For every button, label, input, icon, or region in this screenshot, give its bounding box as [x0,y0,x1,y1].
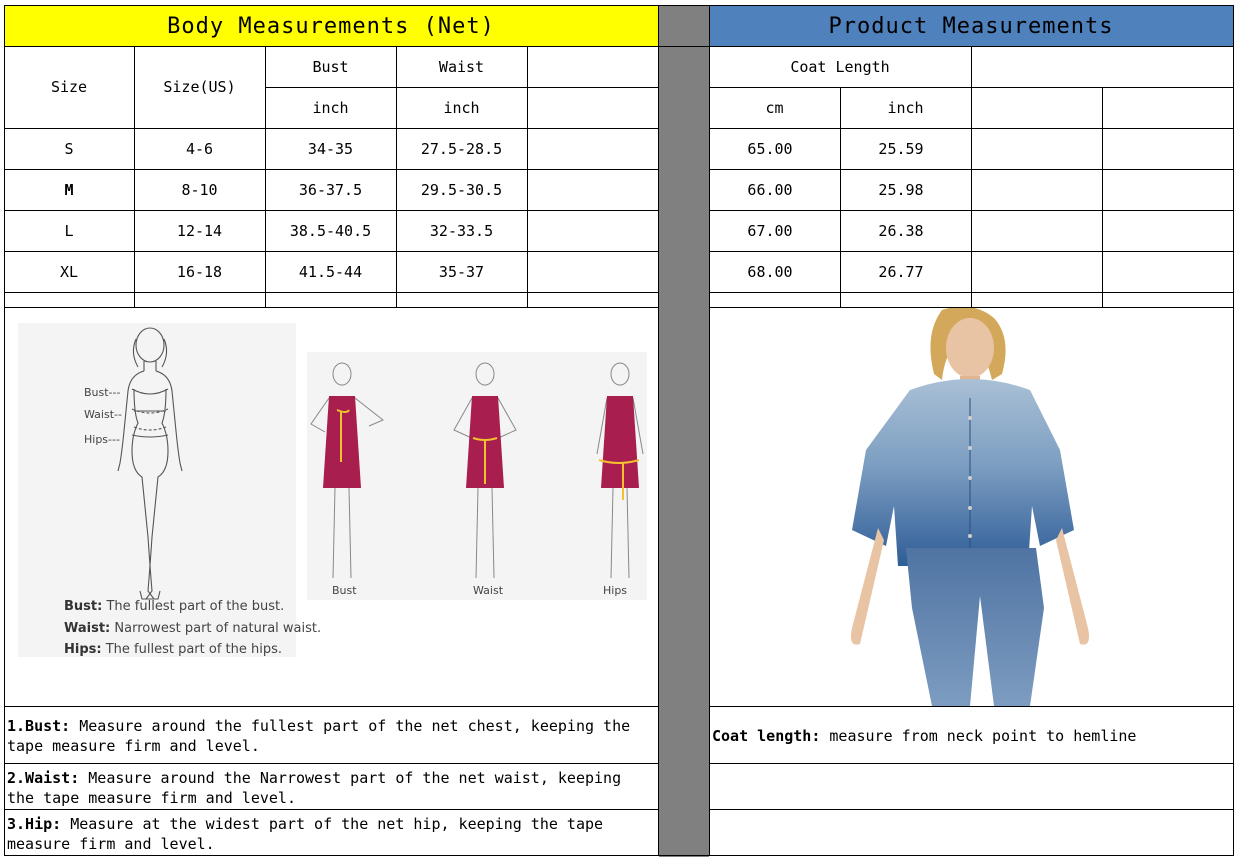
cell-bust: 34-35 [307,139,354,158]
cell-coat-inch: 26.77 [878,262,924,281]
gray-divider-column [659,5,709,857]
unit-inch: inch [887,98,924,117]
cell-coat-inch: 25.98 [878,180,924,199]
unit-cm: cm [765,98,784,117]
cell-coat-cm: 67.00 [747,221,793,240]
legend-bust: Bust: The fullest part of the bust. [64,599,285,614]
caption-hips: Hips [603,584,628,597]
cell-waist: 27.5-28.5 [420,139,503,158]
cell-size: S [64,139,74,158]
cell-size-us: 8-10 [181,180,218,199]
cell-waist: 29.5-30.5 [420,180,503,199]
note-coat-length: Coat length: measure from neck point to hemline [712,727,1137,745]
label-waist: Waist-- [84,408,122,421]
header-size: Size [50,78,88,96]
body-measurements-title: Body Measurements (Net) [4,6,658,46]
legend-hips: Hips: The fullest part of the hips. [64,642,282,657]
product-measurements-title: Product Measurements [709,6,1233,46]
header-bust: Bust [312,57,349,76]
cell-size: XL [59,262,79,281]
cell-waist: 35-37 [438,262,485,281]
model-denim-shirt-image [710,308,1233,706]
header-waist: Waist [438,57,485,76]
cell-size-us: 12-14 [176,221,223,240]
header-coat-length: Coat Length [790,57,890,76]
legend-waist: Waist: Narrowest part of natural waist. [64,621,322,636]
cell-size: M [64,180,74,199]
caption-bust: Bust [332,584,357,597]
cell-waist: 32-33.5 [429,221,494,240]
cell-coat-cm: 65.00 [747,139,793,158]
unit-bust: inch [312,98,349,117]
cell-size-us: 16-18 [176,262,223,281]
dress-models-figure [307,352,647,600]
dress-models-panel [307,352,647,600]
body-diagram-panel [18,323,322,657]
cell-size: L [64,221,74,240]
label-hips: Hips--- [84,433,120,446]
note-hip: 3.Hip: Measure at the widest part of the net hip, keeping the tape measure firm and level. [7,815,604,853]
cell-coat-inch: 26.38 [878,221,924,240]
cell-bust: 36-37.5 [298,180,363,199]
caption-waist: Waist [473,584,504,597]
cell-bust: 41.5-44 [298,262,363,281]
cell-bust: 38.5-40.5 [289,221,372,240]
unit-waist: inch [443,98,480,117]
product-photo [710,308,1233,706]
cell-coat-cm: 66.00 [747,180,793,199]
cell-size-us: 4-6 [185,139,214,158]
cell-coat-cm: 68.00 [747,262,793,281]
cell-coat-inch: 25.59 [878,139,924,158]
header-size-us: Size(US) [163,78,236,96]
note-waist: 2.Waist: Measure around the Narrowest part of the net waist, keeping the tape measure firm and level. [7,769,622,807]
label-bust: Bust--- [84,386,121,399]
note-bust: 1.Bust: Measure around the fullest part of the net chest, keeping the tape measure firm and level. [7,717,631,755]
